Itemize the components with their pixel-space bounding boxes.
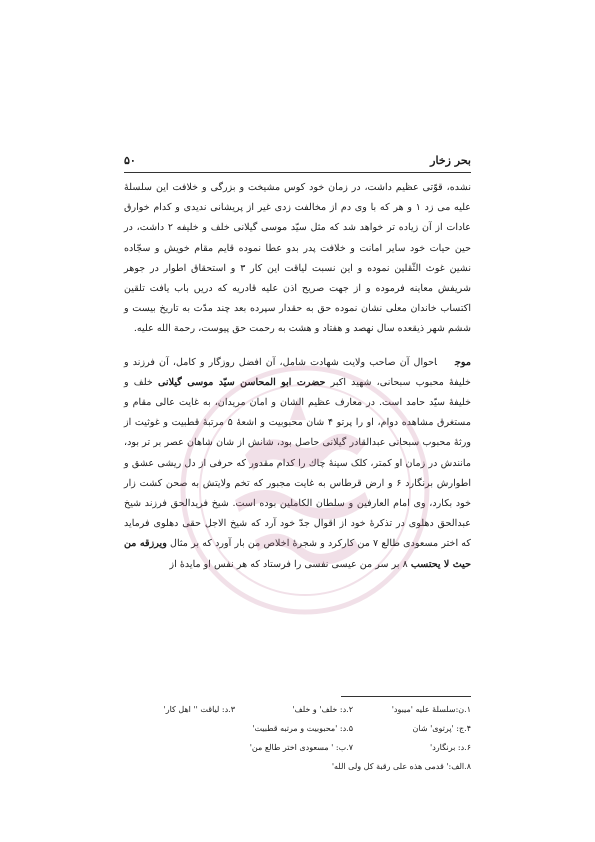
- running-header: [124, 154, 471, 172]
- bold-name: حضرت ابو المحاسن سیّد موسی گیلانی: [157, 376, 326, 388]
- footnote-2: ۲.د: خلف' و خلف': [292, 705, 353, 714]
- footnotes: [124, 700, 471, 776]
- footnote-row: [124, 719, 471, 738]
- page-number: ۵۰: [124, 154, 136, 167]
- section-lead-word: موج: [454, 356, 471, 368]
- paragraph-2-text-b: خلف و خلیفهٔ سیّد حامد است. در معارف عظیم الشان و امان مریدان، به غایت عالی مقام و مستغرق مشاهده دوام، او را پرتو ۴ شان محبوبیت و اشعهٔ ۵ مرتبهٔ قطبیت و غوثیت از ورثهٔ محبوب سبحانی عبدالقادر گیلانی حاصل بود، شانش از شان شاهان عصر بر تر بود، مانندش در زمان او کمتر، کلک سینهٔ چاك را کدام مقدور که حرفی از دل ریشی عشق و اطوارش برنگارد ۶ و ارض قرطاس به غایت مجبور که تخم ولایتش به صحن کشت زار خود بکارد، وی امام العارفین و سلطان الکاملین بوده است. شیخ فریدالحق فرزند شیخ عبدالحق دهلوی در تذکرهٔ خود از اقوال جدّ خود آرد که شیخ الاجل حقی دهلوی فرماید که اختر مسعودی طالع ۷ من کارکرد و شجرهٔ اخلاص من بار آورد که بر مثال: [124, 376, 471, 550]
- footnote-3: ۳.د: لیاقت '' اهل کار': [163, 705, 235, 714]
- body-text: [124, 178, 471, 575]
- paragraph-2-text-a: احوال آن صاحب ولایت شهادت شامل، آن افضل روزگار و کامل، آن فرزند و خلیفهٔ محبوب سبحانی، شهید اکبر: [124, 356, 471, 388]
- footnote-4: ۴.ج: 'پرتوی' شان: [412, 724, 471, 733]
- footnote-rule: [341, 696, 471, 697]
- footnote-6: ۶.د: برنگارد': [430, 743, 471, 752]
- paragraph-1: نشده، قوّتی عظیم داشت، در زمان خود کوس مشیخت و بزرگی و خلافت این سلسلهٔ علیه می زد ۱ و هر که با وی دم از مخالفت زدی غیر از پریشانی ندیدی و کدام خوارق عادات از آن زیاده تر خواهد شد که مثل سیّد موسی گیلانی خلف و خلیفه ۲ داشت، در حین حیات خود سایر امانت و خلافت پدر بدو عطا نموده قایم مقام خویش و سجّاده نشین غوث الثّقلین نموده و این نسبت لیاقت این کار ۳ و استحقاق اطوار در جوهر شریفش معاینه فرموده و از جهت صریح اذن علیه قادریه که دریں باب یافت تلقین اکتساب خاندان معلی نشان نموده حق به حقدار سپرده بعد چند مدّت به تاریخ بیست و ششم شهر ذیقعده سال نهصد و هفتاد و هشت به رحمت حق پیوست، رحمة الله علیه.: [124, 182, 472, 335]
- footnote-7: ۷.ب: ' مسعودی اختر طالع من': [249, 743, 353, 752]
- footnote-row: [124, 738, 471, 757]
- paragraph-2-text-c: ۸ بر سر من عیسی نفسی را فرستاد که هر نفس او مایدهٔ از: [169, 558, 411, 570]
- footnote-5: ۵.د: 'محبوبیت و مرتبه قطبیت': [252, 724, 353, 733]
- header-title: بحر زخار: [430, 154, 471, 167]
- header-rule: [124, 172, 471, 173]
- footnote-row: [124, 757, 471, 776]
- paragraph-2: [124, 353, 471, 575]
- footnote-1: ۱.ن:سلسلهٔ علیه 'میبود': [391, 705, 471, 714]
- footnote-8: ۸.الف:' قدمی هذه علی رقبة کل ولی الله': [331, 762, 471, 771]
- footnote-row: [124, 700, 471, 719]
- bold-quote: ویرزقه من حیث لا یحتسب: [124, 538, 471, 570]
